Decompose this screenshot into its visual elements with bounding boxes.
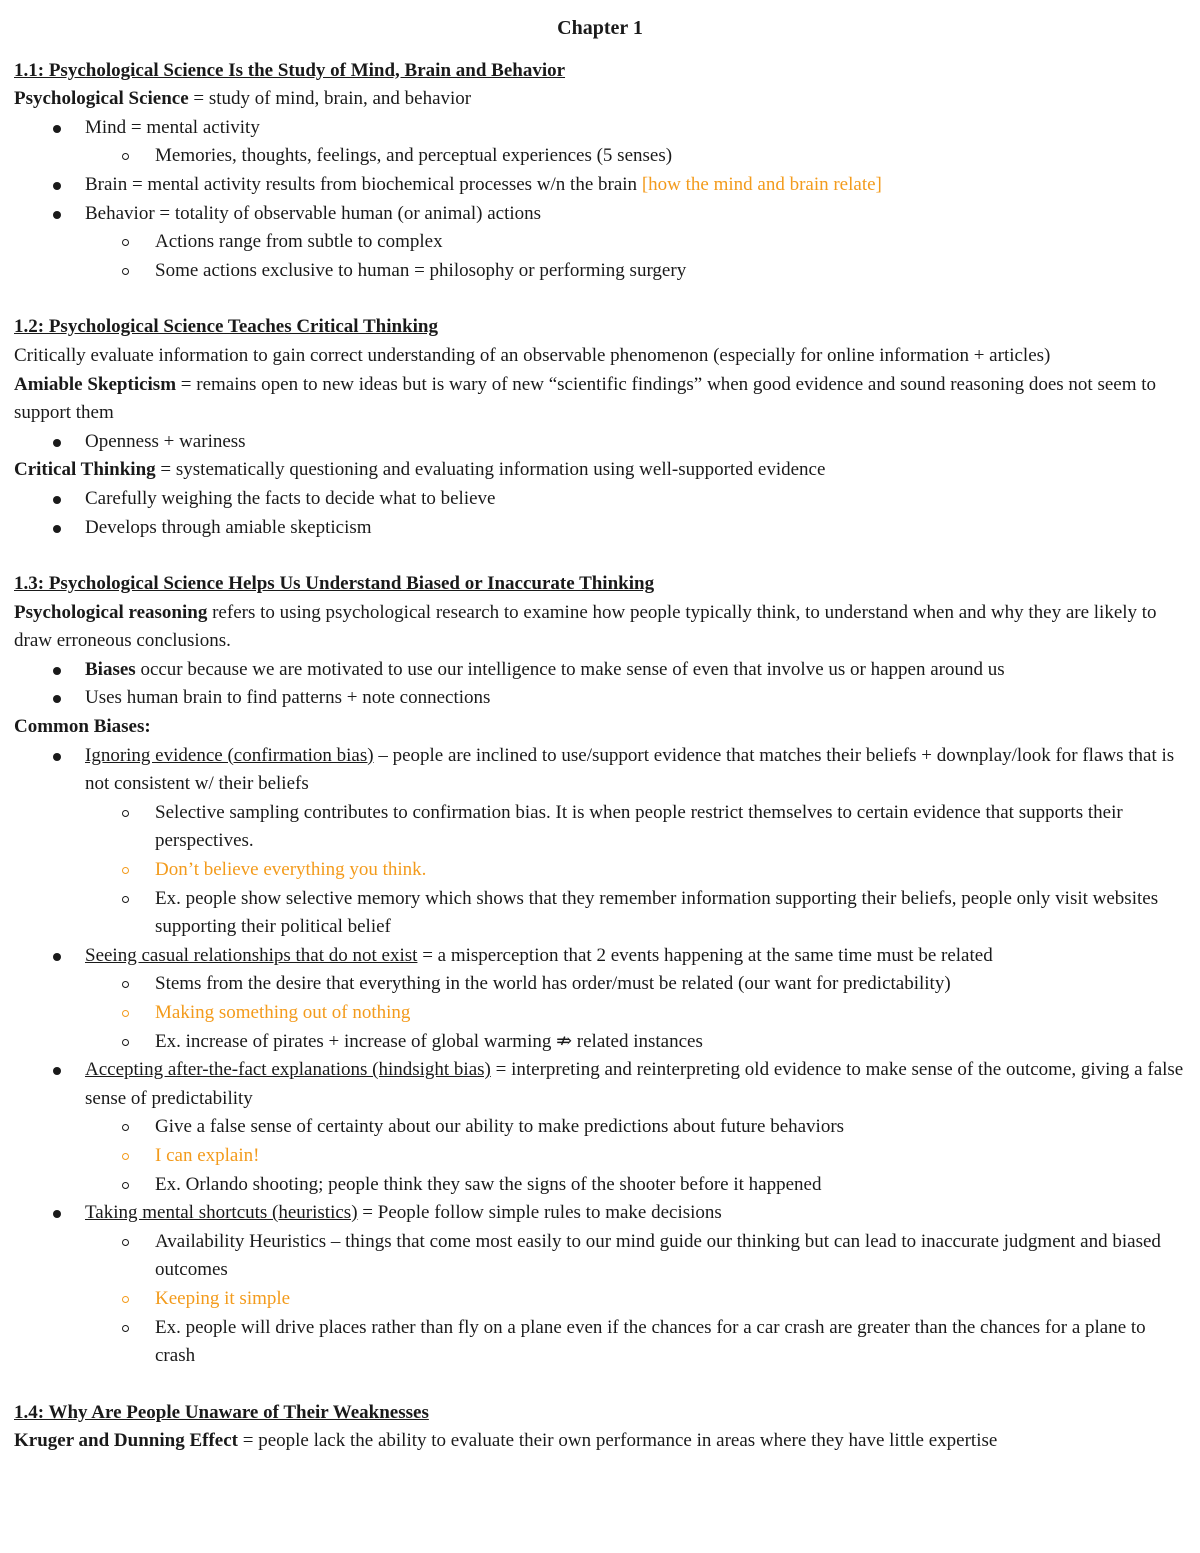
sub-list <box>85 970 1186 1056</box>
bullet-icon <box>53 953 61 961</box>
list-item: Taking mental shortcuts (heuristics) = People follow simple rules to make decisions Availability Heuristics – things that come most easily to our mind guide our thinking but can lead to inaccurate judgment and biased outcomes Keeping it simple Ex. people will drive places rather than fly on a plane even if the chances for a car crash are greater than the chances for a plane to crash <box>14 1199 1186 1371</box>
list-item: Biases occur because we are motivated to use our intelligence to make sense of even that involve us or happen around us <box>14 656 1186 685</box>
sub-list-item: Don’t believe everything you think. <box>14 856 1186 885</box>
sub-list <box>85 799 1186 942</box>
list-item: Carefully weighing the facts to decide what to believe <box>14 485 1186 514</box>
sub-list-item: Ex. people show selective memory which shows that they remember information supporting their beliefs, people only visit websites supporting their political belief <box>14 885 1186 942</box>
bullet-list <box>14 114 1186 286</box>
circle-bullet-icon <box>122 239 129 246</box>
chapter-title: Chapter 1 <box>557 17 643 39</box>
bullet-icon <box>53 182 61 190</box>
circle-bullet-icon <box>122 1296 129 1303</box>
sub-list-item: Actions range from subtle to complex <box>14 228 1186 257</box>
sub-list <box>85 142 1186 171</box>
sub-list-item: Keeping it simple <box>14 1285 1186 1314</box>
circle-bullet-icon <box>122 1153 129 1160</box>
sub-list-item: Memories, thoughts, feelings, and perceptual experiences (5 senses) <box>14 142 1186 171</box>
bullet-list <box>14 742 1186 1371</box>
circle-bullet-icon <box>122 810 129 817</box>
sub-list-item: Ex. people will drive places rather than fly on a plane even if the chances for a car crash are greater than the chances for a plane to crash <box>14 1314 1186 1371</box>
paragraph: Critically evaluate information to gain correct understanding of an observable phenomenon (especially for online information + articles) <box>14 344 1051 366</box>
definition: Psychological reasoning refers to using psychological research to examine how people typically think, to understand when and why they are likely to draw erroneous conclusions. <box>14 601 1157 652</box>
definition: Kruger and Dunning Effect = people lack the ability to evaluate their own performance in areas where they have little expertise <box>14 1430 998 1452</box>
circle-bullet-icon <box>122 1325 129 1332</box>
list-item: Accepting after-the-fact explanations (hindsight bias) = interpreting and reinterpreting old evidence to make sense of the outcome, giving a false sense of predictability Give a false sense of certainty about our ability to make predictions about future behaviors I can explain! Ex. Orlando shooting; people think they saw the signs of the shooter before it happened <box>14 1056 1186 1199</box>
highlight-note: [how the mind and brain relate] <box>641 173 882 195</box>
bullet-list <box>14 428 1186 457</box>
list-item: Develops through amiable skepticism <box>14 514 1186 543</box>
sub-list <box>85 228 1186 285</box>
bullet-icon <box>53 525 61 533</box>
circle-bullet-icon <box>122 1010 129 1017</box>
section-heading: 1.1: Psychological Science Is the Study of Mind, Brain and Behavior <box>14 59 566 81</box>
sub-list-item: Ex. Orlando shooting; people think they saw the signs of the shooter before it happened <box>14 1171 1186 1200</box>
term: Amiable Skepticism <box>14 373 177 395</box>
sub-list-item: Making something out of nothing <box>14 999 1186 1028</box>
bullet-icon <box>53 496 61 504</box>
circle-bullet-icon <box>122 981 129 988</box>
circle-bullet-icon <box>122 896 129 903</box>
subheading: Common Biases: <box>14 716 151 738</box>
list-item: Behavior = totality of observable human (or animal) actions Actions range from subtle to complex Some actions exclusive to human = philosophy or performing surgery <box>14 200 1186 286</box>
bullet-icon <box>53 667 61 675</box>
section-heading: 1.3: Psychological Science Helps Us Understand Biased or Inaccurate Thinking <box>14 573 655 595</box>
bullet-icon <box>53 753 61 761</box>
bullet-icon <box>53 211 61 219</box>
bullet-list <box>14 656 1186 713</box>
term: Critical Thinking <box>14 459 156 481</box>
term: Kruger and Dunning Effect <box>14 1430 238 1452</box>
sub-list <box>85 1113 1186 1199</box>
list-item: Seeing casual relationships that do not exist = a misperception that 2 events happening at the same time must be related Stems from the desire that everything in the world has order/must be related (our want for predictability) Making something out of nothing Ex. increase of pirates + increase of global warming ⇏ related instances <box>14 942 1186 1056</box>
sub-list-item: I can explain! <box>14 1142 1186 1171</box>
section-1-1 <box>14 57 1186 286</box>
section-1-2 <box>14 313 1186 542</box>
section-heading: 1.4: Why Are People Unaware of Their Weaknesses <box>14 1401 429 1423</box>
section-1-3 <box>14 570 1186 1371</box>
list-item: Uses human brain to find patterns + note connections <box>14 684 1186 713</box>
list-item: Mind = mental activity Memories, thoughts, feelings, and perceptual experiences (5 senses) <box>14 114 1186 171</box>
list-item: Brain = mental activity results from biochemical processes w/n the brain [how the mind and brain relate] <box>14 171 1186 200</box>
definition: Psychological Science = study of mind, brain, and behavior <box>14 88 472 110</box>
sub-list-item: Availability Heuristics – things that come most easily to our mind guide our thinking but can lead to inaccurate judgment and biased outcomes <box>14 1228 1186 1285</box>
circle-bullet-icon <box>122 268 129 275</box>
list-item: Openness + wariness <box>14 428 1186 457</box>
sub-list <box>85 1228 1186 1371</box>
bullet-list <box>14 485 1186 542</box>
bullet-icon <box>53 125 61 133</box>
list-item: Ignoring evidence (confirmation bias) – people are inclined to use/support evidence that matches their beliefs + downplay/look for flaws that is not consistent w/ their beliefs Selective sampling contributes to confirmation bias. It is when people restrict themselves to certain evidence that supports their perspectives. Don’t believe everything you think. Ex. people show selective memory which shows that they remember information supporting their beliefs, people only visit websites supporting their political belief <box>14 742 1186 942</box>
circle-bullet-icon <box>122 1124 129 1131</box>
circle-bullet-icon <box>122 1039 129 1046</box>
bullet-icon <box>53 439 61 447</box>
circle-bullet-icon <box>122 153 129 160</box>
sub-list-item: Some actions exclusive to human = philosophy or performing surgery <box>14 257 1186 286</box>
bullet-icon <box>53 1210 61 1218</box>
section-1-4 <box>14 1399 1186 1456</box>
circle-bullet-icon <box>122 1182 129 1189</box>
sub-list-item: Give a false sense of certainty about our ability to make predictions about future behaviors <box>14 1113 1186 1142</box>
sub-list-item: Ex. increase of pirates + increase of global warming ⇏ related instances <box>14 1028 1186 1057</box>
sub-list-item: Stems from the desire that everything in the world has order/must be related (our want for predictability) <box>14 970 1186 999</box>
sub-list-item: Selective sampling contributes to confirmation bias. It is when people restrict themselves to certain evidence that supports their perspectives. <box>14 799 1186 856</box>
definition: Amiable Skepticism = remains open to new ideas but is wary of new “scientific findings” when good evidence and sound reasoning does not seem to support them <box>14 373 1157 424</box>
circle-bullet-icon <box>122 1239 129 1246</box>
circle-bullet-icon <box>122 867 129 874</box>
section-heading: 1.2: Psychological Science Teaches Critical Thinking <box>14 316 438 338</box>
term: Psychological Science <box>14 88 189 110</box>
definition: Critical Thinking = systematically questioning and evaluating information using well-supported evidence <box>14 459 826 481</box>
bullet-icon <box>53 695 61 703</box>
term: Psychological reasoning <box>14 601 208 623</box>
bullet-icon <box>53 1067 61 1075</box>
